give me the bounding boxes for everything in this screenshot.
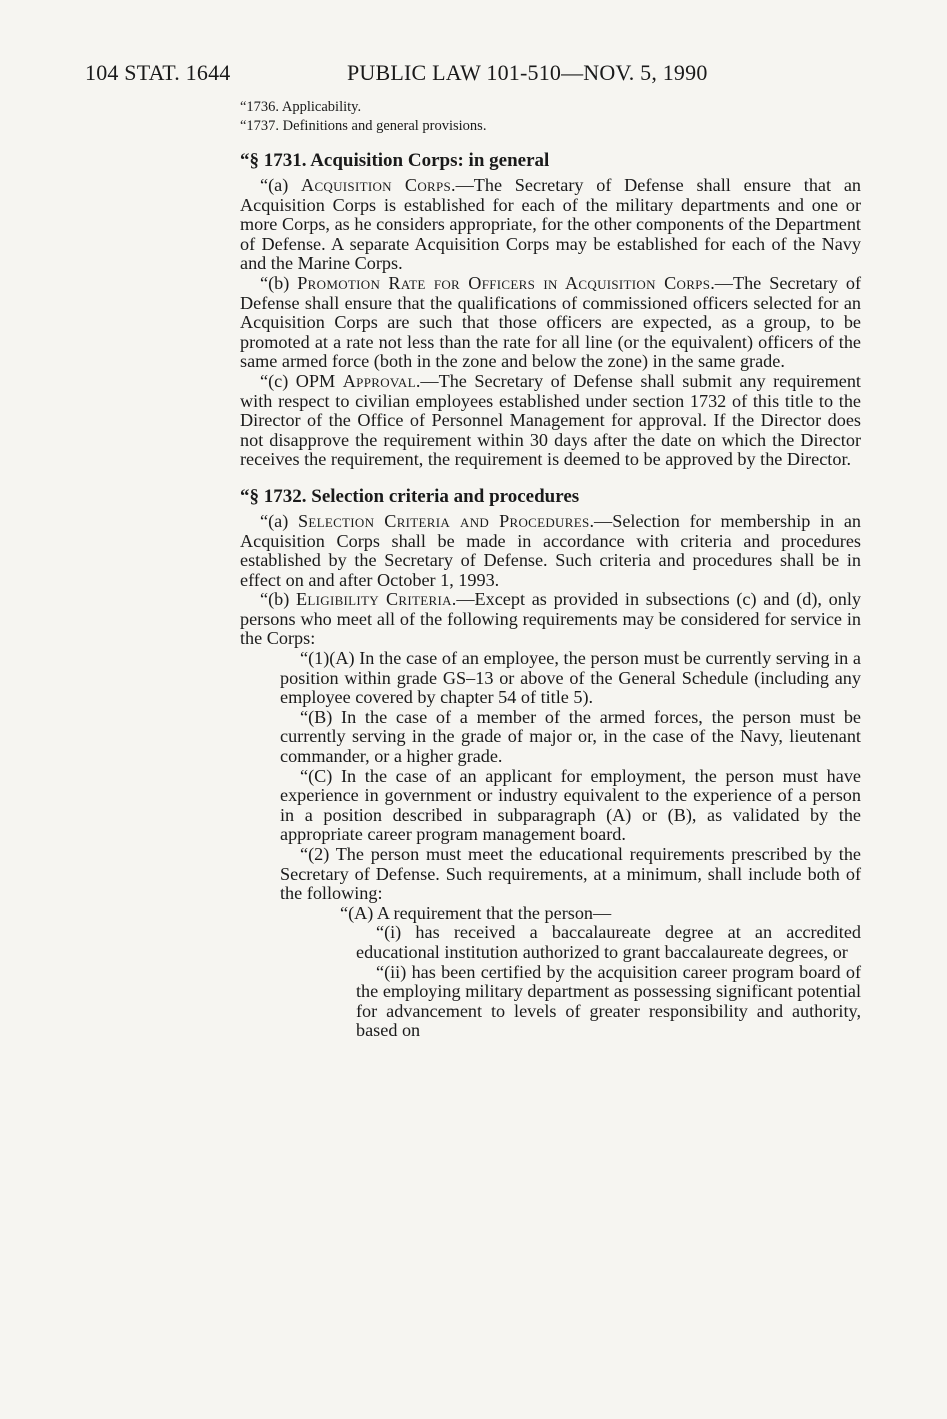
- section-toc: [240, 98, 861, 136]
- toc-entry: “1736. Applicability.: [240, 99, 362, 115]
- public-law-citation: PUBLIC LAW 101-510—NOV. 5, 1990: [347, 60, 708, 85]
- toc-entry: “1737. Definitions and general provisions.: [240, 118, 487, 134]
- subsection-1732-a: “(a) Selection Criteria and Procedures.—Selection for membership in an Acquisition Corps shall be made in accordance with criteria and procedures established by the Secretary of Defense. Such criteria and procedures shall be in effect on and after October 1, 1993.: [240, 510, 862, 590]
- stat-page-number: 104 STAT. 1644: [85, 60, 231, 85]
- clause-group-2A: [240, 923, 861, 1041]
- paragraph-1-C: “(C) In the case of an applicant for employment, the person must have experience in government or industry equivalent to the experience of a person in a position described in subparagraph (A) or (B), as validated by the appropriate career program management board.: [280, 765, 861, 845]
- subsection-1731-c: “(c) OPM Approval.—The Secretary of Defense shall submit any requirement with respect to civilian employees established under section 1732 of this title to the Director of the Office of Personnel Management for approval. If the Director does not disapprove the requirement within 30 days after the date on which the Director receives the requirement, the requirement is deemed to be approved by the Director.: [240, 370, 861, 470]
- page-body: [240, 98, 861, 1041]
- subsection-1731-b: “(b) Promotion Rate for Officers in Acquisition Corps.—The Secretary of Defense shall ensure that the qualifications of commissioned officers selected for an Acquisition Corps are such that those officers are expected, as a group, to be promoted at a rate not less than the rate for all line (or the equivalent) officers of the same armed force (both in the zone and below the zone) in the same grade.: [240, 272, 862, 372]
- subsection-1731-a: “(a) Acquisition Corps.—The Secretary of Defense shall ensure that an Acquisition Corps is established for each of the military departments and one or more Corps, as he considers appropriate, for the other components of the Department of Defense. A separate Acquisition Corps may be established for each of the Navy and the Marine Corps.: [240, 175, 861, 274]
- subparagraph-group-2A: [240, 904, 861, 924]
- section-1731-heading: “§ 1731. Acquisition Corps: in general: [240, 150, 550, 171]
- subsection-1732-b: “(b) Eligibility Criteria.—Except as provided in subsections (c) and (d), only persons who meet all of the following requirements may be considered for service in the Corps:: [240, 589, 861, 649]
- subparagraph-2-A: “(A) A requirement that the person—: [340, 902, 612, 923]
- clause-2-A-i: “(i) has received a baccalaureate degree at an accredited educational institution authorized to grant baccalaureate degrees, or: [356, 922, 861, 962]
- section-1732-heading: “§ 1732. Selection criteria and procedures: [240, 485, 580, 507]
- clause-2-A-ii: “(ii) has been certified by the acquisition career program board of the employing military department as possessing significant potential for advancement to levels of greater responsibility and authority, based on: [356, 961, 861, 1041]
- paragraph-2: “(2) The person must meet the educational requirements prescribed by the Secretary of Defense. Such requirements, at a minimum, shall include both of the following:: [280, 844, 861, 904]
- paragraph-1-A: “(1)(A) In the case of an employee, the person must be currently serving in a position within grade GS–13 or above of the General Schedule (including any employee covered by chapter 54 of title 5).: [280, 648, 861, 708]
- paragraph-1-B: “(B) In the case of a member of the armed forces, the person must be currently serving in the grade of major or, in the case of the Navy, lieutenant commander, or a higher grade.: [280, 706, 861, 767]
- paragraph-group-1: [240, 649, 861, 904]
